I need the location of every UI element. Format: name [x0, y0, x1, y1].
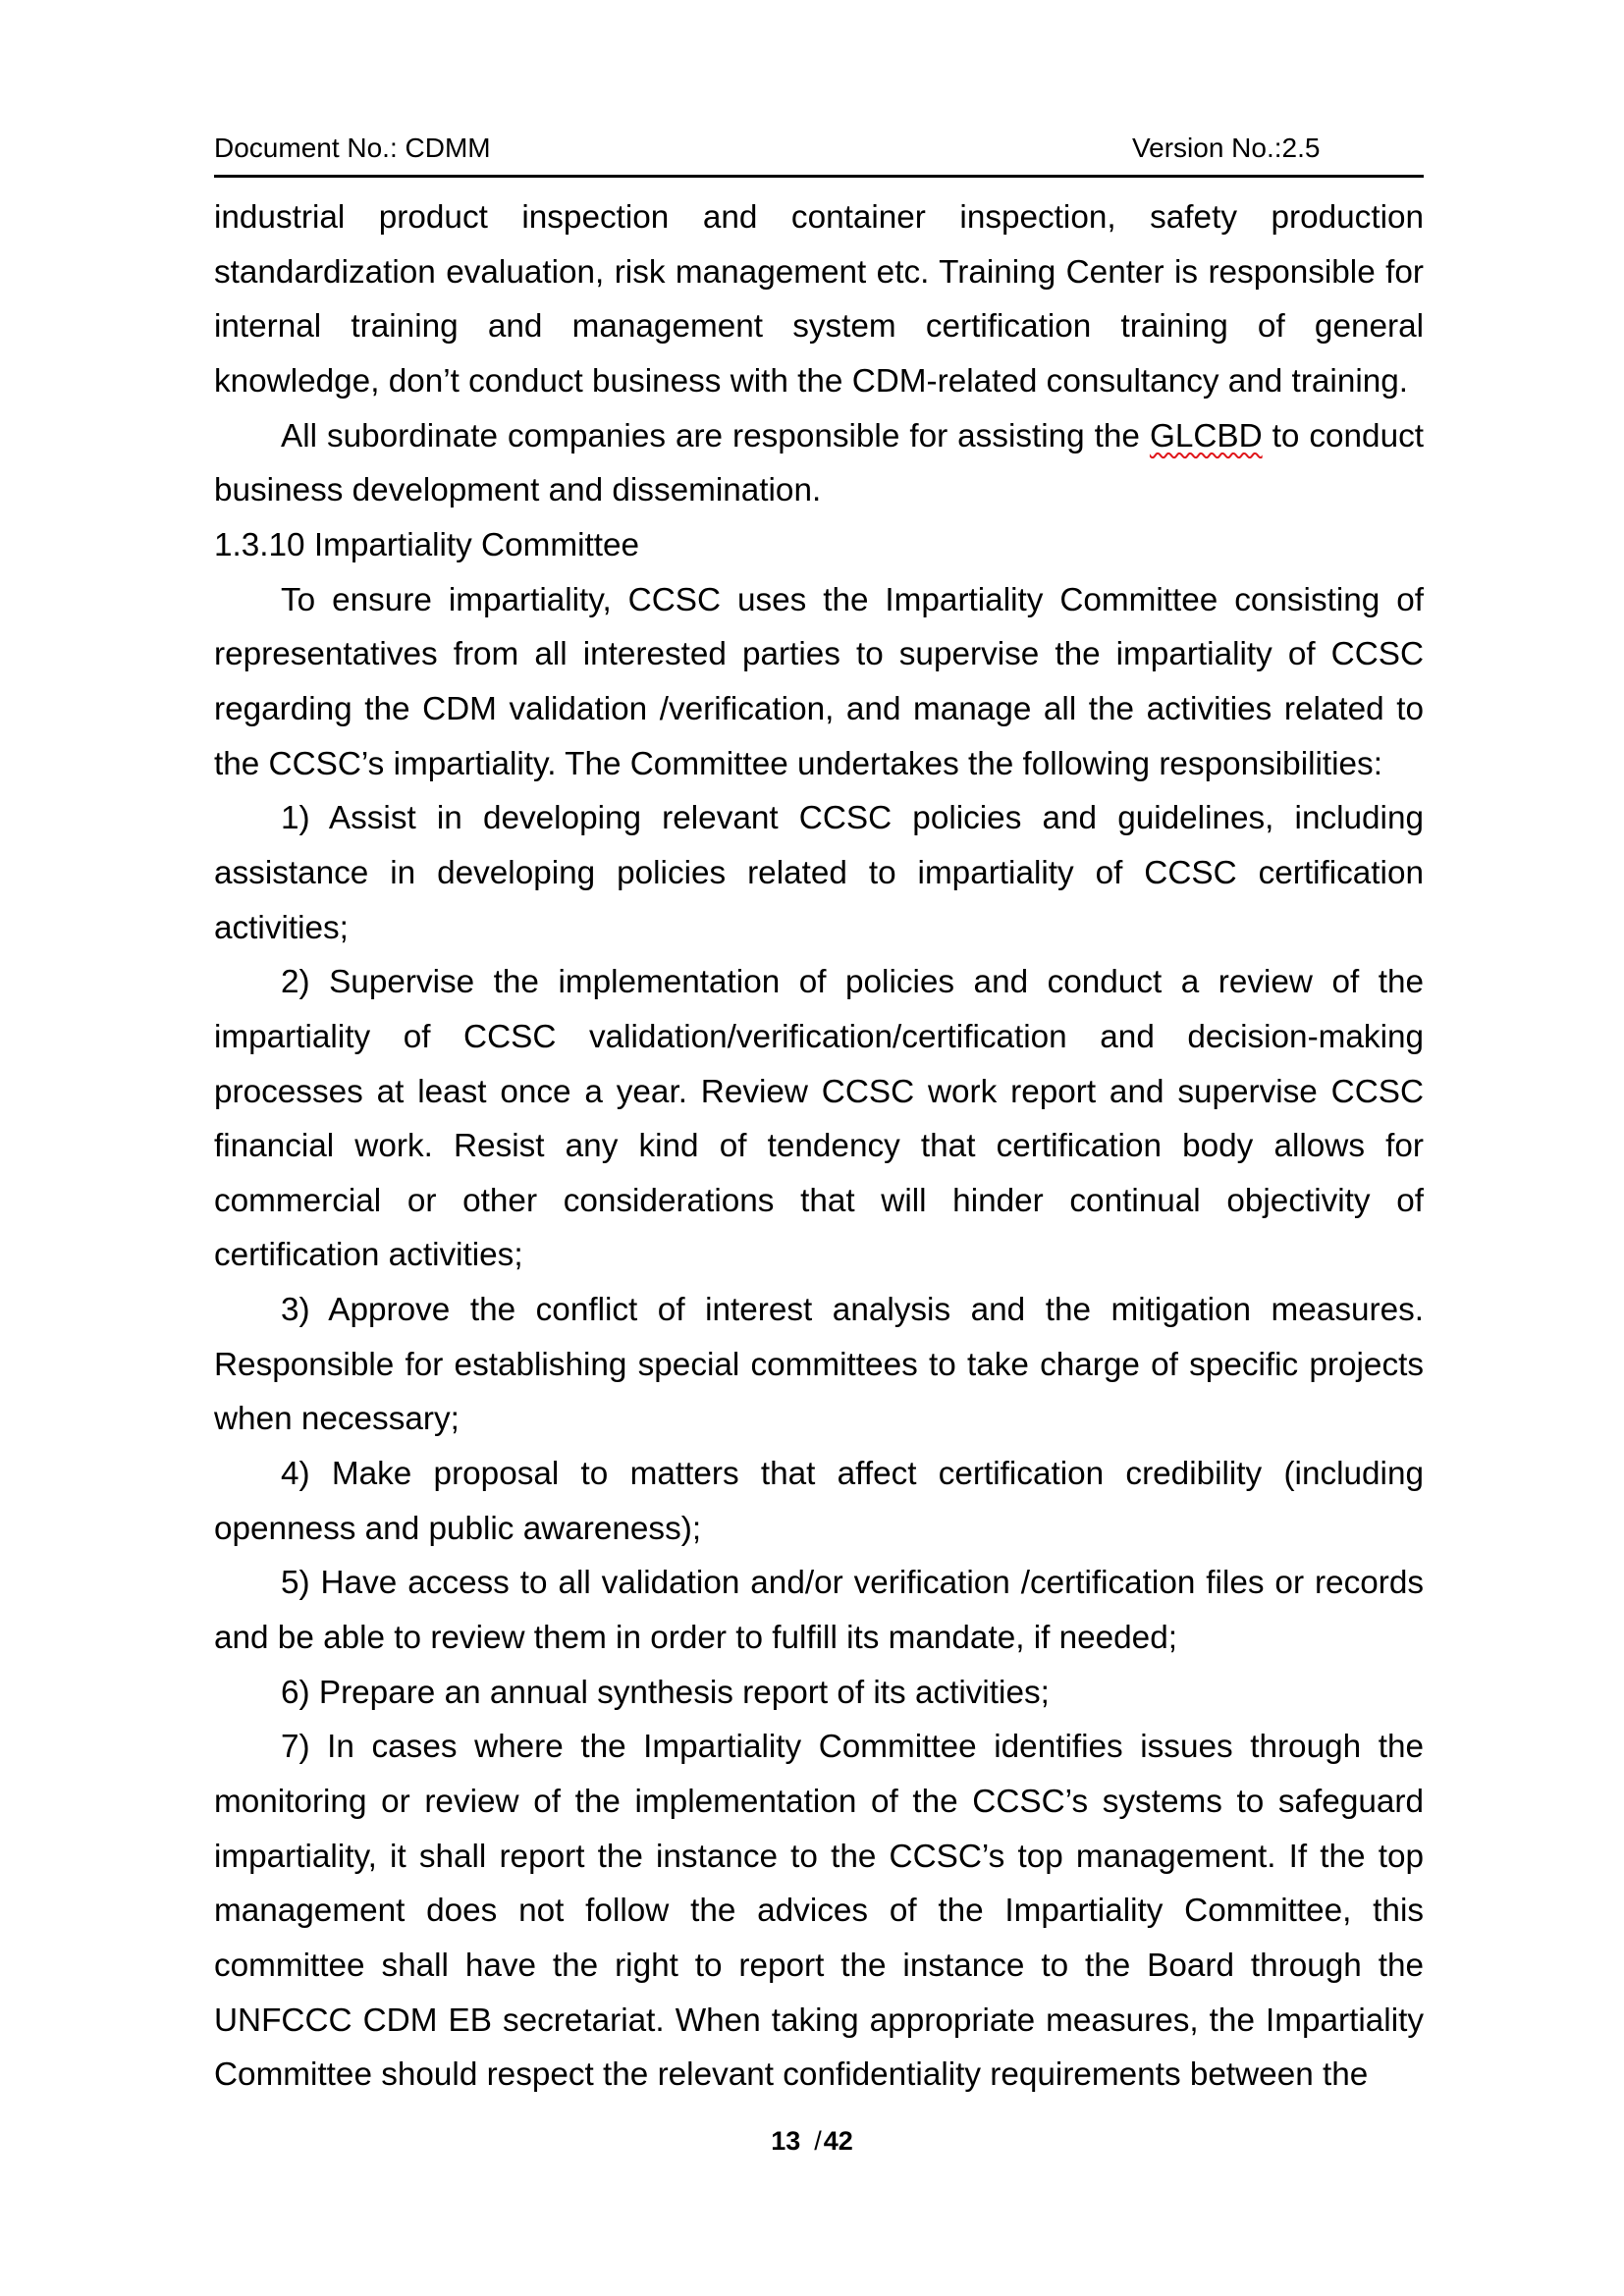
version-number: Version No.:2.5	[1132, 133, 1321, 163]
current-page: 13	[771, 2126, 801, 2156]
list-item: 2) Supervise the implementation of policies and conduct a review of the impartiality of CCSC validation/verification/certification and decision-making processes at least once a year. Review CCSC work report and supervise CCSC financial work. Resist any kind of tendency that certification body allows for commercial or other considerations that will hinder continual objectivity of certification activities;	[214, 964, 1424, 1274]
page-header	[214, 131, 1424, 178]
page-number	[0, 2123, 1624, 2159]
total-pages: 42	[823, 2126, 853, 2156]
spellcheck-flagged-word[interactable]: GLCBD	[1149, 417, 1263, 454]
list-item: 1) Assist in developing relevant CCSC policies and guidelines, including assistance in developing policies related to impartiality of CCSC certification activities;	[214, 800, 1424, 946]
list-item: 5) Have access to all validation and/or verification /certification files or records and be able to review them in order to fulfill its mandate, if needed;	[214, 1565, 1424, 1657]
paragraph-text: All subordinate companies are responsible for assisting the	[281, 417, 1150, 454]
document-number: Document No.: CDMM	[214, 133, 491, 163]
paragraph-subordinate-companies	[214, 409, 1424, 518]
list-item: 3) Approve the conflict of interest analysis and the mitigation measures. Responsible for establishing special committees to take charge of specific projects when necessary;	[214, 1292, 1424, 1438]
paragraph-text: to conduct business development and dissemination.	[214, 417, 1424, 509]
section-heading: 1.3.10 Impartiality Committee	[214, 526, 640, 563]
paragraph-impartiality-intro: To ensure impartiality, CCSC uses the Impartiality Committee consisting of representatives from all interested parties to supervise the impartiality of CCSC regarding the CDM validation /verification, and manage all the activities related to the CCSC’s impartiality. The Committee undertakes the following responsibilities:	[214, 581, 1424, 782]
list-item: 4) Make proposal to matters that affect certification credibility (including openness and public awareness);	[214, 1456, 1424, 1547]
list-item: 7) In cases where the Impartiality Committee identifies issues through the monitoring or review of the implementation of the CCSC’s systems to safeguard impartiality, it shall report the instance to the CCSC’s top management. If the top management does not follow the advices of the Impartiality Committee, this committee shall have the right to report the instance to the Board through the UNFCCC CDM EB secretariat. When taking appropriate measures, the Impartiality Committee should respect the relevant confidentiality requirements between the	[214, 1729, 1424, 2094]
document-body	[214, 190, 1424, 2103]
page-separator: /	[814, 2126, 822, 2156]
list-item: 6) Prepare an annual synthesis report of its activities;	[281, 1674, 1050, 1711]
paragraph-continued: industrial product inspection and container inspection, safety production standardization evaluation, risk management etc. Training Center is responsible for internal training and management system certification training of general knowledge, don’t conduct business with the CDM-related consultancy and training.	[214, 199, 1424, 400]
